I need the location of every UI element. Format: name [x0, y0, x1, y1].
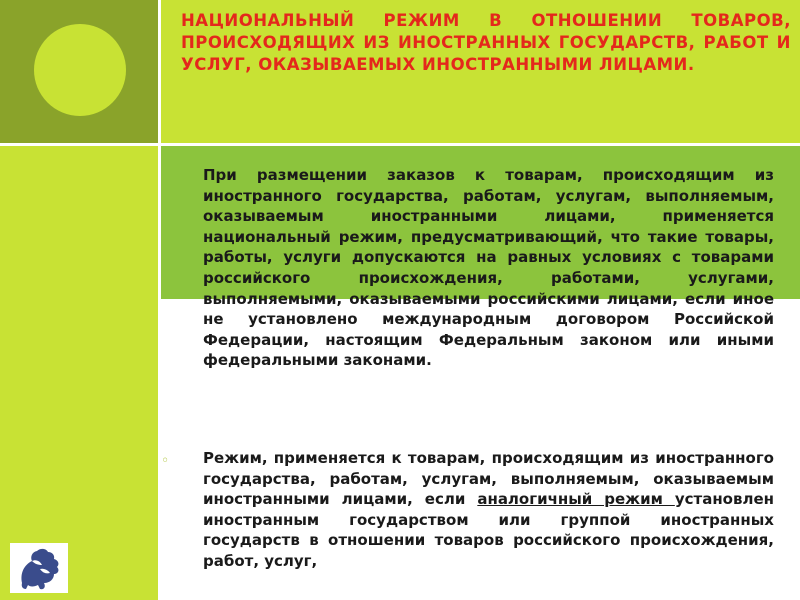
paragraph-2-underlined-text: аналогичный режим: [477, 490, 675, 509]
griffin-logo-icon: [10, 543, 68, 593]
paragraph-2-text-before: Режим, применяется к товарам, происходящим из иностранного государства, работам, услугам, выполняемым, оказываемым иностранными лицами, если: [203, 449, 774, 509]
horizontal-divider: [0, 143, 800, 146]
bullet-icon: ◦: [161, 453, 170, 469]
paragraph-2-text-after: установлен иностранным государством или группой иностранных государств в отношении товаров российского происхождения, работ, услуг,: [203, 490, 774, 570]
body-paragraph-2: [203, 448, 774, 572]
slide-title: НАЦИОНАЛЬНЫЙ РЕЖИМ В ОТНОШЕНИИ ТОВАРОВ, ПРОИСХОДЯЩИХ ИЗ ИНОСТРАННЫХ ГОСУДАРСТВ, РАБОТ И УСЛУГ, ОКАЗЫВАЕМЫХ ИНОСТРАННЫМИ ЛИЦАМИ.: [181, 11, 791, 74]
body-paragraph-1: При размещении заказов к товарам, происходящим из иностранного государства, работам, услугам, выполняемым, оказываемым иностранными лицами, применяется национальный режим, предусматривающий, что такие товары, работы, услуги допускаются на равных условиях с товарами российского происхождения, работами, услугами, выполняемыми, оказываемыми российскими лицами, если иное не установлено международным договором Российской Федерации, настоящим Федеральным законом или иными федеральными законами.: [203, 166, 774, 370]
decorative-circle: [34, 24, 126, 116]
left-light-panel: [0, 145, 160, 600]
